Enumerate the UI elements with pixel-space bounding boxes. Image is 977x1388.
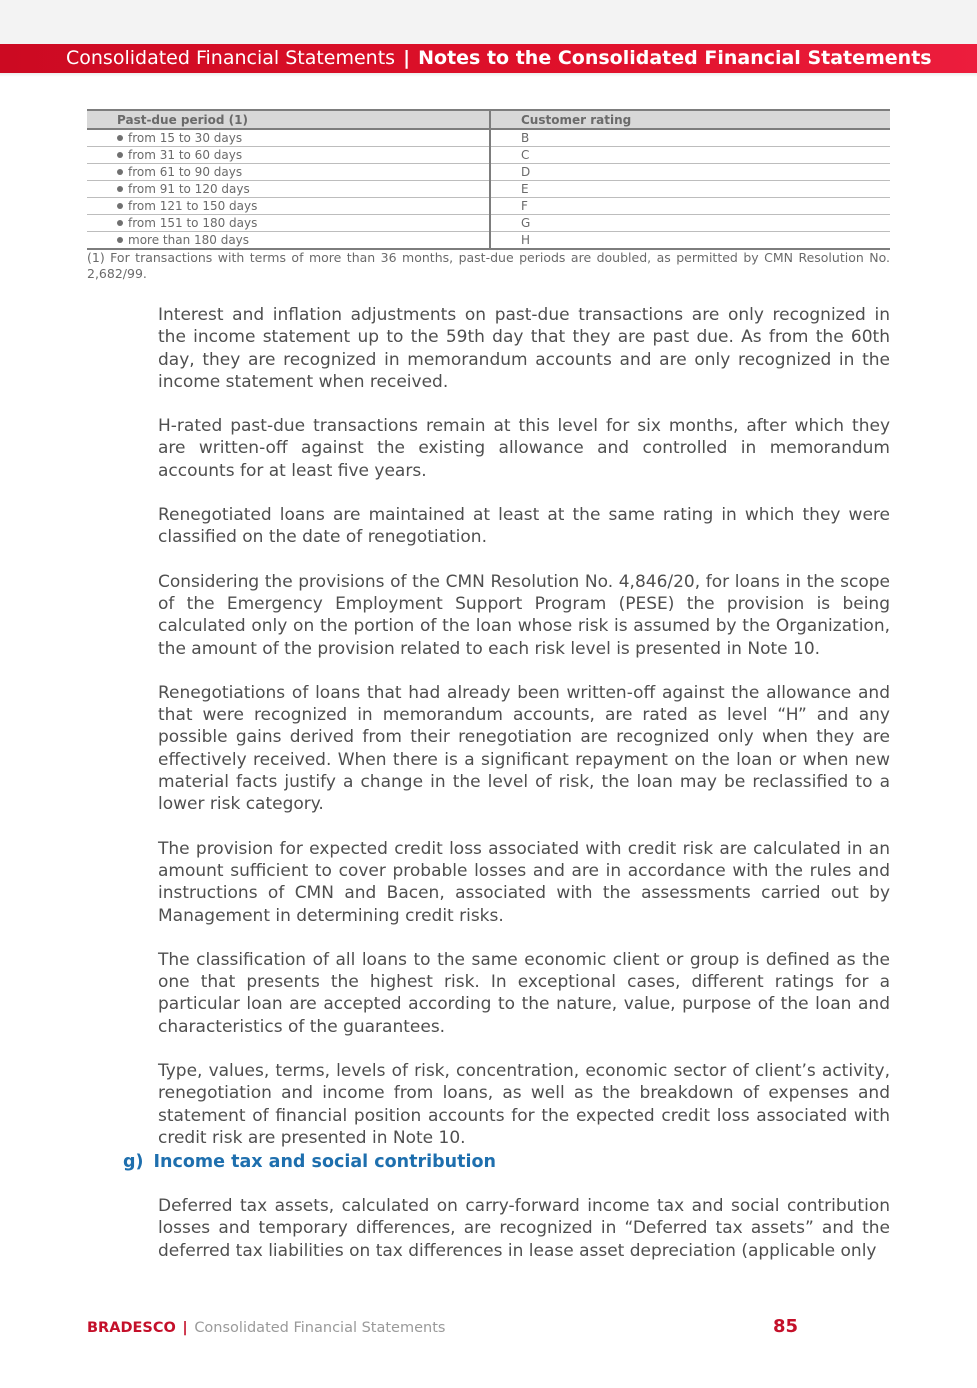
- footer-brand: BRADESCO: [87, 1320, 176, 1336]
- bullet-icon: [117, 152, 123, 158]
- period-cell: [87, 181, 490, 198]
- table-row: [87, 147, 890, 164]
- body-text: [158, 304, 890, 1171]
- table-row: [87, 129, 890, 147]
- footer-text: Consolidated Financial Statements: [194, 1320, 446, 1336]
- bullet-icon: [117, 220, 123, 226]
- table-row: [87, 198, 890, 215]
- page-footer: [87, 1318, 445, 1338]
- period-text: from 31 to 60 days: [128, 148, 243, 162]
- rating-cell: E: [490, 181, 890, 198]
- table-row: [87, 181, 890, 198]
- rating-cell: C: [490, 147, 890, 164]
- table-footnote: (1) For transactions with terms of more than 36 months, past-due periods are doubled, as permitted by CMN Resolution No. 2,682/99.: [87, 250, 890, 281]
- top-strip: [0, 0, 977, 44]
- table-row: [87, 232, 890, 250]
- footer-separator: |: [182, 1320, 188, 1336]
- period-text: from 91 to 120 days: [128, 182, 250, 196]
- table-header-row: [87, 110, 890, 129]
- period-cell: [87, 147, 490, 164]
- period-text: more than 180 days: [128, 233, 250, 247]
- bullet-icon: [117, 237, 123, 243]
- section-letter: g): [123, 1152, 144, 1172]
- paragraph: Considering the provisions of the CMN Resolution No. 4,846/20, for loans in the scope of the Emergency Employment Support Program (PESE) the provision is being calculated only on the portion of the loan whose risk is assumed by the Organization, the amount of the provision related to each risk level is presented in Note 10.: [158, 571, 890, 659]
- period-text: from 151 to 180 days: [128, 216, 258, 230]
- rating-cell: F: [490, 198, 890, 215]
- column-header-past-due: Past-due period (1): [87, 110, 490, 129]
- period-text: from 61 to 90 days: [128, 165, 243, 179]
- paragraph: The classification of all loans to the same economic client or group is defined as the one that presents the highest risk. In exceptional cases, different ratings for a particular loan are accepted according to the nature, value, purpose of the loan and characteristics of the guarantees.: [158, 949, 890, 1037]
- period-cell: [87, 164, 490, 181]
- column-header-rating: Customer rating: [490, 110, 890, 129]
- paragraph: Type, values, terms, levels of risk, concentration, economic sector of client’s activity, renegotiation and income from loans, as well as the breakdown of expenses and statement of financial position accounts for the expected credit loss associated with credit risk are presented in Note 10.: [158, 1061, 890, 1148]
- page-header: [0, 44, 977, 73]
- bullet-icon: [117, 203, 123, 209]
- period-text: from 121 to 150 days: [128, 199, 258, 213]
- period-cell: [87, 129, 490, 147]
- period-text: from 15 to 30 days: [128, 131, 243, 145]
- section-heading: [123, 1151, 496, 1173]
- bullet-icon: [117, 135, 123, 141]
- period-cell: [87, 198, 490, 215]
- bullet-icon: [117, 169, 123, 175]
- table-row: [87, 164, 890, 181]
- header-title-right: Notes to the Consolidated Financial Statements: [418, 47, 932, 69]
- header-title-left: Consolidated Financial Statements: [66, 47, 396, 69]
- rating-cell: H: [490, 232, 890, 250]
- period-cell: [87, 215, 490, 232]
- header-separator: |: [403, 47, 411, 69]
- header-shadow: [0, 73, 977, 77]
- section-paragraph: Deferred tax assets, calculated on carry-forward income tax and social contribution losses and temporary differences, are recognized in “Deferred tax assets” and the deferred tax liabilities on tax differences in lease asset depreciation (applicable only: [158, 1196, 890, 1261]
- past-due-table: [87, 109, 890, 250]
- bullet-icon: [117, 186, 123, 192]
- paragraph: The provision for expected credit loss associated with credit risk are calculated in an amount sufficient to cover probable losses and are in accordance with the rules and instructions of CMN and Bacen, associated with the assessments carried out by Management in determining credit risks.: [158, 838, 890, 926]
- period-cell: [87, 232, 490, 250]
- paragraph: H-rated past-due transactions remain at this level for six months, after which they are written-off against the existing allowance and controlled in memorandum accounts for at least five years.: [158, 416, 890, 481]
- section-title: Income tax and social contribution: [153, 1152, 496, 1172]
- page-number: 85: [773, 1316, 799, 1337]
- paragraph: Renegotiations of loans that had already been written-off against the allowance and that were recognized in memorandum accounts, are rated as level “H” and any possible gains derived from their renegotiation are recognized only when they are effectively received. When there is a significant repayment on the loan or when new material facts justify a change in the level of risk, the loan may be reclassified to a lower risk category.: [158, 682, 890, 815]
- rating-cell: B: [490, 129, 890, 147]
- rating-cell: D: [490, 164, 890, 181]
- paragraph: Interest and inflation adjustments on past-due transactions are only recognized in the income statement up to the 59th day that they are past due. As from the 60th day, they are recognized in memorandum accounts and are only recognized in the income statement when received.: [158, 305, 890, 392]
- table-row: [87, 215, 890, 232]
- paragraph: Renegotiated loans are maintained at least at the same rating in which they were classified on the date of renegotiation.: [158, 505, 890, 548]
- rating-cell: G: [490, 215, 890, 232]
